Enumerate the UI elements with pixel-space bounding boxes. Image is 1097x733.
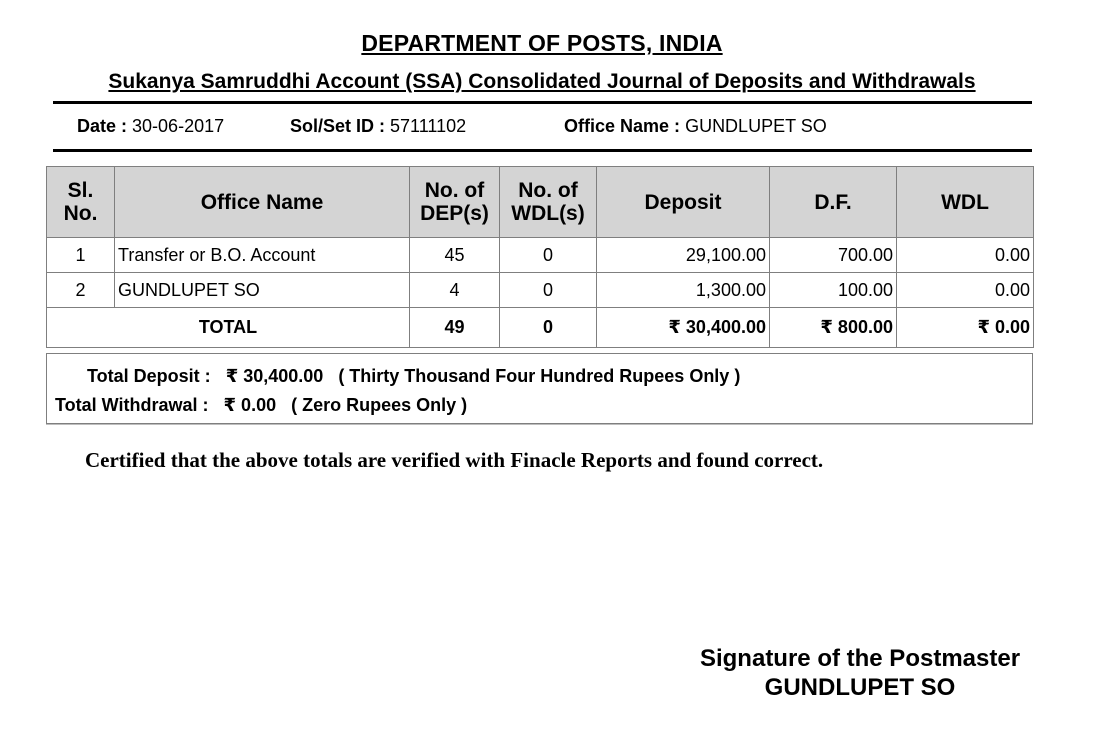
certification-statement: Certified that the above totals are verified with Finacle Reports and found correct. — [85, 448, 824, 472]
table-header-row — [47, 167, 1034, 238]
date-field — [77, 116, 224, 137]
total-wdls: 0 — [500, 308, 597, 348]
divider-bottom — [53, 149, 1032, 152]
total-label: TOTAL — [47, 308, 410, 348]
header-num-deposits: No. of DEP(s) — [410, 167, 500, 238]
total-deposit-line — [87, 366, 740, 387]
total-withdrawal-label: Total Withdrawal : — [55, 395, 209, 415]
total-withdrawal-line — [55, 395, 467, 416]
header-num-withdrawals: No. of WDL(s) — [500, 167, 597, 238]
table-row — [47, 238, 1034, 273]
signature-block — [660, 644, 1060, 702]
cell-df: 700.00 — [770, 238, 897, 273]
total-deposit: ₹ 30,400.00 — [597, 308, 770, 348]
total-deposit-amount: ₹ 30,400.00 — [225, 366, 324, 386]
cell-office: Transfer or B.O. Account — [115, 238, 410, 273]
cell-deposit: 1,300.00 — [597, 273, 770, 308]
total-deposit-words: ( Thirty Thousand Four Hundred Rupees Only ) — [338, 366, 741, 386]
sol-id-field — [290, 116, 466, 137]
cell-df: 100.00 — [770, 273, 897, 308]
total-deposit-label: Total Deposit : — [87, 366, 211, 386]
office-name-value: GUNDLUPET SO — [685, 116, 827, 136]
signature-office: GUNDLUPET SO — [764, 674, 956, 701]
cell-deps: 4 — [410, 273, 500, 308]
header-office-name: Office Name — [115, 167, 410, 238]
total-df: ₹ 800.00 — [770, 308, 897, 348]
signature-title: Signature of the Postmaster — [699, 645, 1021, 672]
journal-table — [46, 166, 1034, 348]
divider-top — [53, 101, 1032, 104]
total-row — [47, 308, 1034, 348]
sol-id-value: 57111102 — [390, 116, 467, 136]
header-df: D.F. — [770, 167, 897, 238]
table-row — [47, 273, 1034, 308]
cell-deposit: 29,100.00 — [597, 238, 770, 273]
sol-id-label: Sol/Set ID : — [290, 116, 386, 136]
department-title: DEPARTMENT OF POSTS, INDIA — [361, 30, 723, 56]
cell-wdls: 0 — [500, 273, 597, 308]
header-deposit: Deposit — [597, 167, 770, 238]
office-name-field — [564, 116, 827, 137]
total-wdl: ₹ 0.00 — [897, 308, 1034, 348]
total-withdrawal-amount: ₹ 0.00 — [223, 395, 277, 415]
total-deps: 49 — [410, 308, 500, 348]
cell-sl: 2 — [47, 273, 115, 308]
journal-subtitle: Sukanya Samruddhi Account (SSA) Consolidated Journal of Deposits and Withdrawals — [108, 70, 976, 93]
header-sl-no: Sl. No. — [47, 167, 115, 238]
date-label: Date : — [77, 116, 128, 136]
cell-wdl: 0.00 — [897, 238, 1034, 273]
cell-sl: 1 — [47, 238, 115, 273]
total-withdrawal-words: ( Zero Rupees Only ) — [291, 395, 468, 415]
cell-office: GUNDLUPET SO — [115, 273, 410, 308]
header-wdl: WDL — [897, 167, 1034, 238]
totals-summary-box — [46, 353, 1033, 424]
cell-deps: 45 — [410, 238, 500, 273]
cell-wdls: 0 — [500, 238, 597, 273]
cell-wdl: 0.00 — [897, 273, 1034, 308]
date-value: 30-06-2017 — [132, 116, 225, 136]
office-name-label: Office Name : — [564, 116, 681, 136]
